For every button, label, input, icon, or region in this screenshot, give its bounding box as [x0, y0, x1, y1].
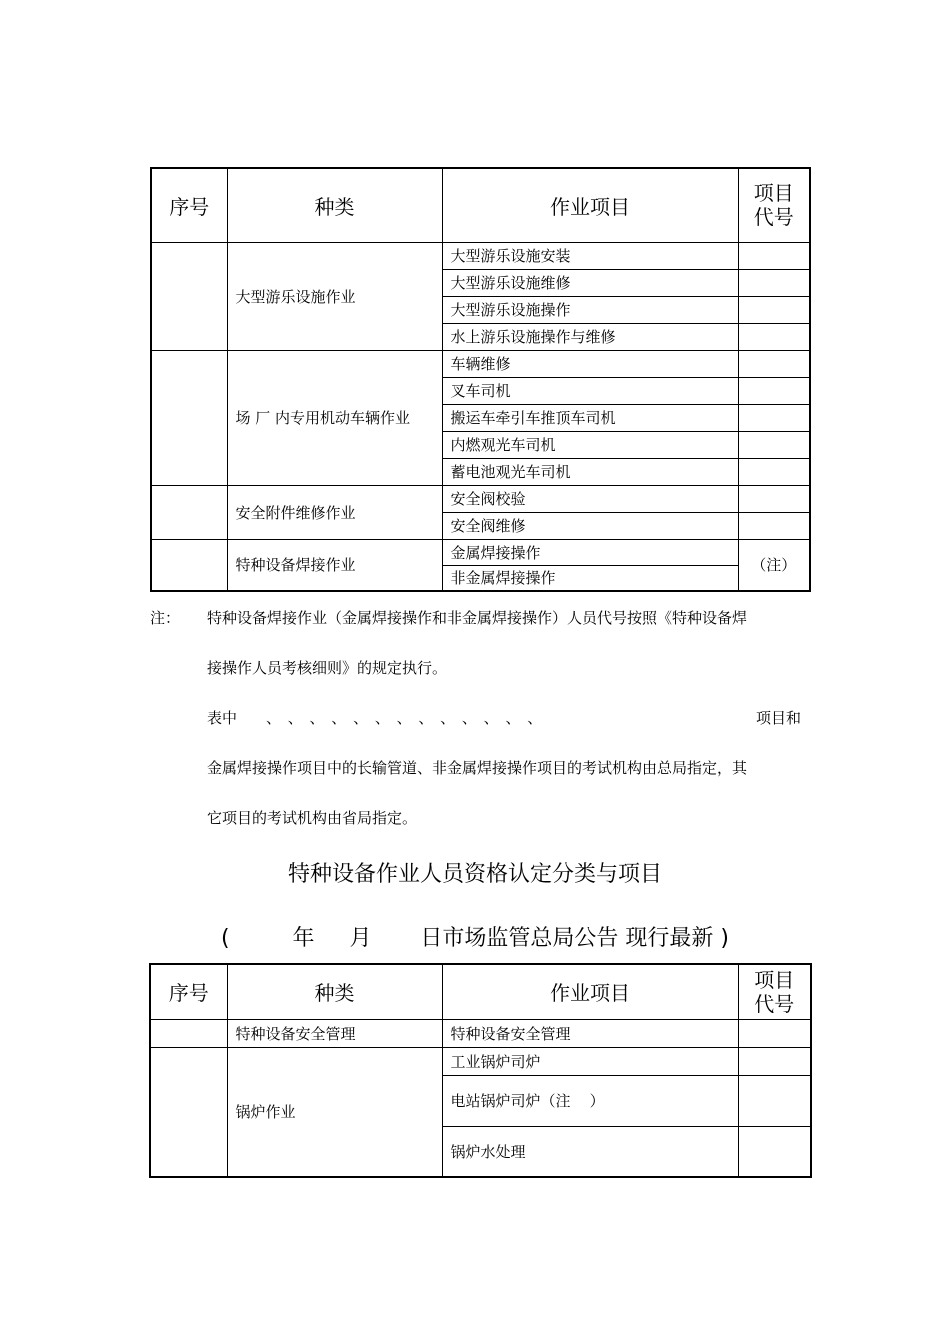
category-cell: 场 厂 内专用机动车辆作业	[227, 350, 442, 485]
code-cell	[738, 512, 810, 539]
note-line-1: 特种设备焊接作业（金属焊接操作和非金属焊接操作）人员代号按照《特种设备焊	[207, 609, 748, 627]
category-cell: 安全附件维修作业	[227, 485, 442, 539]
header-work-items: 作业项目	[442, 964, 738, 1019]
note-line-5: 它项目的考试机构由省局指定。	[207, 809, 418, 827]
serial-cell	[151, 485, 227, 539]
code-note-cell: （注）	[738, 539, 810, 591]
serial-cell	[151, 242, 227, 350]
work-item-cell: 内燃观光车司机	[442, 431, 738, 458]
header-item-code-line1: 项目	[754, 967, 795, 992]
code-cell	[738, 1047, 811, 1075]
header-category: 种类	[227, 168, 442, 242]
header-work-items: 作业项目	[442, 168, 738, 242]
code-cell	[738, 1126, 811, 1177]
work-item-cell: 叉车司机	[442, 377, 738, 404]
category-cell: 锅炉作业	[227, 1047, 442, 1177]
work-item-cell: 大型游乐设施操作	[442, 296, 738, 323]
work-item-cell: 电站锅炉司炉（注 ）	[442, 1075, 738, 1126]
code-cell	[738, 458, 810, 485]
work-item-cell: 工业锅炉司炉	[442, 1047, 738, 1075]
category-cell: 特种设备安全管理	[227, 1019, 442, 1047]
serial-cell	[151, 350, 227, 485]
note-line-3-end: 项目和	[756, 709, 802, 727]
page-title: 特种设备作业人员资格认定分类与项目	[287, 862, 662, 887]
classification-table-2	[149, 963, 812, 1178]
code-cell	[738, 296, 810, 323]
work-item-cell: 特种设备安全管理	[442, 1019, 738, 1047]
category-cell: 大型游乐设施作业	[227, 242, 442, 350]
work-item-cell: 锅炉水处理	[442, 1126, 738, 1177]
work-item-cell: 搬运车牵引车推顶车司机	[442, 404, 738, 431]
code-cell	[738, 242, 810, 269]
work-item-cell: 安全阀校验	[442, 485, 738, 512]
header-item-code-line1: 项目	[753, 181, 794, 206]
code-cell	[738, 404, 810, 431]
header-serial-no: 序号	[150, 964, 227, 1019]
work-item-cell: 大型游乐设施安装	[442, 242, 738, 269]
work-item-cell: 金属焊接操作	[442, 539, 738, 565]
code-cell	[738, 377, 810, 404]
header-category: 种类	[227, 964, 442, 1019]
work-item-cell: 非金属焊接操作	[442, 565, 738, 591]
note-line-4: 金属焊接操作项目中的长输管道、非金属焊接操作项目的考试机构由总局指定，其	[207, 759, 748, 777]
serial-cell	[151, 539, 227, 591]
code-cell	[738, 269, 810, 296]
page-subtitle: ( 年 月 日市场监管总局公告 现行最新 )	[220, 926, 729, 951]
note-line-2: 接操作人员考核细则》的规定执行。	[207, 659, 448, 677]
work-item-cell: 水上游乐设施操作与维修	[442, 323, 738, 350]
header-item-code-line2: 代号	[754, 991, 795, 1016]
code-cell	[738, 431, 810, 458]
classification-table-1	[150, 167, 811, 592]
note-line-3-start: 表中	[207, 709, 238, 727]
work-item-cell: 安全阀维修	[442, 512, 738, 539]
note-line-3-marks: 、 、 、 、 、 、 、 、 、 、 、 、 、	[266, 709, 544, 727]
code-cell	[738, 485, 810, 512]
code-cell	[738, 350, 810, 377]
header-serial-no: 序号	[151, 168, 227, 242]
header-item-code	[738, 168, 810, 242]
code-cell	[738, 1019, 811, 1047]
serial-cell	[150, 1047, 227, 1177]
serial-cell	[150, 1019, 227, 1047]
work-item-cell: 大型游乐设施维修	[442, 269, 738, 296]
work-item-cell: 蓄电池观光车司机	[442, 458, 738, 485]
note-label: 注：	[150, 609, 181, 627]
code-cell	[738, 323, 810, 350]
category-cell: 特种设备焊接作业	[227, 539, 442, 591]
code-cell	[738, 1075, 811, 1126]
work-item-cell: 车辆维修	[442, 350, 738, 377]
header-item-code	[738, 964, 811, 1019]
header-item-code-line2: 代号	[753, 205, 794, 230]
